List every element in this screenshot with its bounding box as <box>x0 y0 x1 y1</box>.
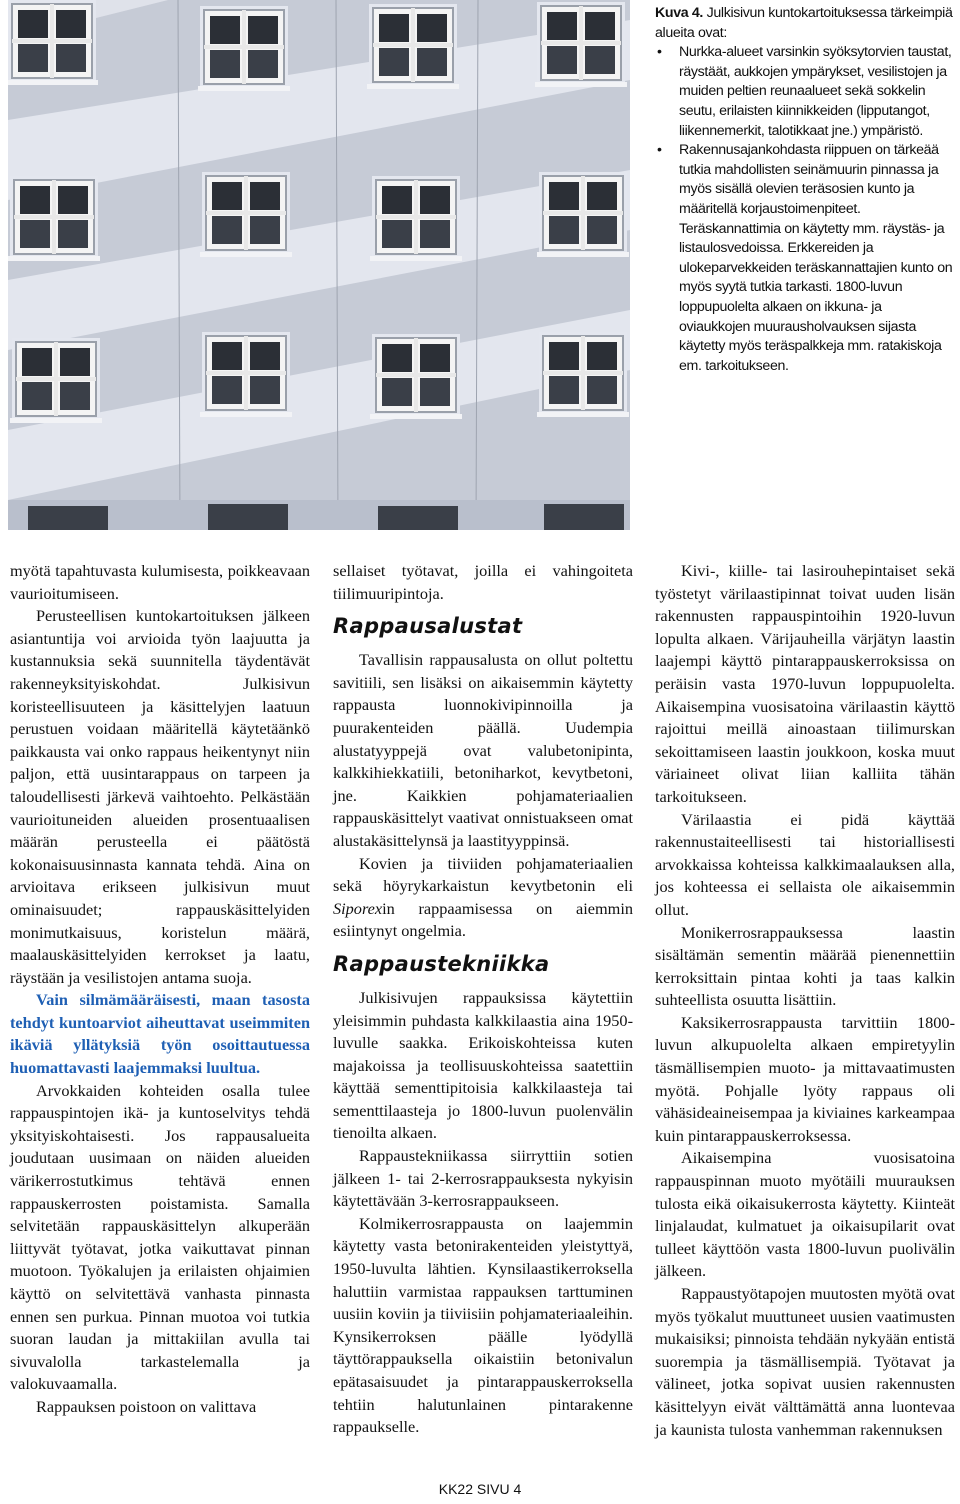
section-heading-rappaustekniikka: Rappaustekniikka <box>333 951 550 976</box>
caption-label: Kuva 4. <box>655 5 704 21</box>
paragraph: Kaksikerrosrappausta tarvittiin 1800-luvun alkupuolelta alkaen empiretyylin täsmällisempien muoto- ja mittavaatimusten myötä. Pohjalle lyöty rappaus oli vähäsideaineisempaa ja kiviaines karkeampaa kuin pintarappauskerroksessa. <box>655 1012 955 1145</box>
paragraph: Julkisivujen rappauksissa käytettiin yleisimmin puhdasta kalkkilaastia aina 1950-luvulle saakka. Erikoiskohteissa kuten majakoissa ja teollisuuskohteissa saatettiin käyttää sementtipitoisia kalkkilaasteja tai sementtilaasteja jo 1800-luvun puolenvälin tienoilta alkaen. <box>333 987 633 1143</box>
paragraph: Perusteellisen kuntokartoituksen jälkeen asiantuntija voi arvioida työn laajuutta ja kustannuksia sekä suunnitella täydentävät rakenneyksityiskohdat. Julkisivun koristeellisuuteen ja käsittelyjen laatuun perustuen voidaan määritellä käytetäänkö paikkausta vai onko rappaus heikentynyt niin paljon, että uusintarappaus on tarpeen ja taloudellisesti järkevä vaihtoehto. Pelkästään vaurioituneiden alueiden prosentuaalisen määrän perusteella ei päätöstä kokonaisuusinnasta kannata tehdä. Aina on arvioitava erikseen julkisivun muut ominaisuudet; rappauskäsittelyiden monimutkaisuus, koristelun määrä, maalauskäsittelyiden kerrokset ja laatu, räystään ja vesilistojen antama suoja. <box>10 606 310 987</box>
caption-bullet: • Rakennusajankohdasta riippuen on tärkeää tutkia mahdollisten seinämuurin pinnassa ja myös sisällä olevien teräsosien kunto ja määritellä korjaustoimenpiteet. Teräskannattimia on käytetty mm. räystäs- ja listaulosvedoissa. Erkkereiden ja ulokeparvekkeiden teräskannattajien kunto on myös syytä tutkia tarkasti. 1800-luvun loppupuolelta alkaen on ikkuna- ja oviaukkojen muurausholvauksen sijasta käytetty myös teräspalkkeja mm. ratakiskoja em. tarkoitukseen. <box>655 141 955 376</box>
column-2 <box>333 560 633 1439</box>
caption-intro <box>655 4 955 43</box>
paragraph: Arvokkaiden kohteiden osalla tulee rappauspintojen ikä- ja kuntoselvitys tehdä yksityiskohtaisesti. Jos rappausalueita joudutaan uusimaan on näiden alueiden värikerrostutkimus tehtävä ennen rappauskerrosten poistamista. Samalla selvitetään rappauskäsittelyn alkuperään liittyvät työtavat, jotka vaikuttavat pinnan muotoon. Työkalujen ja erilaisten ohjaimien käyttö on selvitettävä vanhasta pinnasta ennen sen purkua. Pinnan muotoa voi tutkia suoran laudan ja mittakiilan avulla tai sivuvalolla tarkastelemalla ja valokuvaamalla. <box>10 1080 310 1394</box>
paragraph: Rappaustekniikassa siirryttiin sotien jälkeen 1- tai 2-kerrosrappauksesta nykyisin käytettävään 3-kerrosrappaukseen. <box>333 1146 633 1211</box>
paragraph-text: in rappaamisessa on aiemmin esiintynyt ongelmia. <box>333 898 633 941</box>
caption-bullet: • Nurkka-alueet varsinkin syöksytorvien taustat, räystäät, aukkojen ympärykset, vesilistojen ja muiden peltien reunaalueet sekä sokkelin seutu, erilaisten kiinnikkeiden (lipputangot, liikennemerkit, talotikkaat jne.) ympäristö. <box>655 43 955 141</box>
paragraph: Monikerrosrappauksessa laastin sisältämän sementin määrää pienennettiin kerroksittain pintaa kohti ja taas kalkin suhteellista osuutta lisättiin. <box>655 922 955 1010</box>
paragraph: Rappaustyötapojen muutosten myötä ovat myös työkalut muuttuneet uusien vaatimusten mukaisiksi; pinnoista tehdään nykyään entistä suorempia ja täsmällisempiä. Työtavat ja välineet, jotka sopivat uusien rakennusten käsittelyyn eivät välttämättä anna luontevaa ja kaunista tulosta vanhemman rakennuksen <box>655 1284 955 1439</box>
paragraph: myötä tapahtuvasta kulumisesta, poikkeavaan vaurioitumiseen. <box>10 561 310 603</box>
paragraph: Värilaastia ei pidä käyttää rakennustaiteellisesti tai historiallisesti arvokkaissa kohteissa kalkkimaalauksen alla, jos kohteessa ei sellaista ole aikaisemmin ollut. <box>655 809 955 919</box>
paragraph: sellaiset työtavat, joilla ei vahingoiteta tiilimuuripintoja. <box>333 561 633 603</box>
section-heading-rappausalustat: Rappausalustat <box>333 614 523 639</box>
column-3 <box>655 560 955 1441</box>
facade-photo <box>8 0 630 530</box>
figure-caption <box>655 4 955 376</box>
paragraph: Aikaisempina vuosisatoina rappauspinnan muoto myötäili muurauksen tulosta eikä oikaisukerrosta käytetty. Kiinteät linjalaudat, kulmatuet ja oikaisupilarit ovat tulleet käyttöön vasta 1800-luvun puolivälin jälkeen. <box>655 1148 955 1281</box>
paragraph-text: Kovien ja tiiviiden pohjamateriaalien sekä höyrykarkaistun kevytbetonin eli <box>333 853 633 896</box>
highlight-paragraph: Vain silmämääräisesti, maan tasosta tehdyt kuntoarviot aiheuttavat useimmiten ikäviä yllätyksiä työn osoittautuessa huomattavasti laajemmaksi luultua. <box>10 990 310 1078</box>
caption-intro-text: Julkisivun kuntokartoituksessa tärkeimpiä alueita ovat: <box>655 5 953 41</box>
paragraph: Rappauksen poistoon on valittava <box>36 1396 257 1416</box>
paragraph: Tavallisin rappausalusta on ollut poltettu savitiili, sen lisäksi on aikaisemmin käytetty rappausta luonnokivipinnoilla ja puurakenteiden päällä. Uudempia alustatyyppejä ovat valubetonipinta, kalkkihiekkatiili, betoniharkot, kevytbetoni, jne. Kaikkien pohjamateriaalien rappauskäsittelyt vaativat onnistuakseen omat alustakäsittelynsä ja laastityyppinsä. <box>333 650 633 850</box>
column-1 <box>10 560 310 1419</box>
page-footer: KK22 SIVU 4 <box>438 1481 522 1497</box>
paragraph: Kivi-, kiille- tai lasirouhepintaiset sekä työstetyt värilaastipinnat toivat uuden lisän rakennusten rappauspintoihin 1920-luvun lopulta alkaen. Värijauheilla värjätyn laastin laajempi käyttö pintarappauskerroksissa on peräisin vasta 1970-luvun loppupuolelta. Aikaisempina vuosisatoina värilaastin käyttö rajoittui meillä ainoastaan tiilimurskan sekoittamiseen laastin joukkoon, koska muut väriaineet olivat liian kalliita tähän tarkoitukseen. <box>655 561 955 806</box>
caption-list <box>655 43 955 376</box>
product-name: Siporex <box>333 898 383 918</box>
paragraph: Kolmikerrosrappausta on laajemmin käytetty vasta betonirakenteiden yleistyttyä, 1950-luvulta lähtien. Kynsilaastikerroksella haluttiin varmistaa rappauksen tarttuminen uusiin koviin ja tiiviisiin pohjamateriaaleihin. Kynsikerroksen päälle lyödyllä täyttörappauksella oikaistiin betonivalun epätasaisuudet ja pintarappauskerroksella tehtiin halutunlainen pintarakenne rappaukselle. <box>333 1213 633 1437</box>
paragraph <box>333 853 633 943</box>
